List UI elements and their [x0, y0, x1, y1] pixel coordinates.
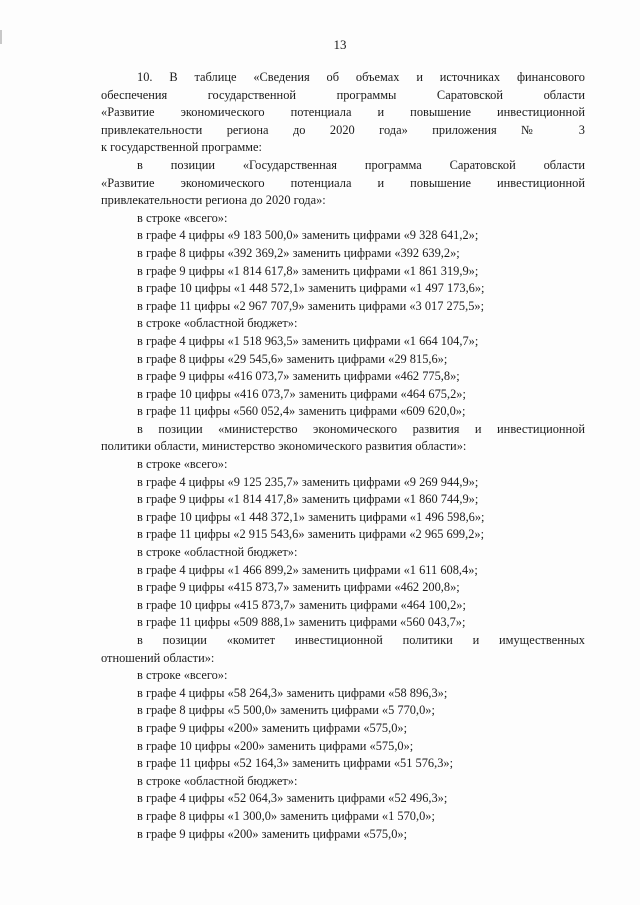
- text-line: в графе 8 цифры «29 545,6» заменить цифрами «29 815,6»;: [137, 351, 448, 366]
- text-line: в графе 11 цифры «2 915 543,6» заменить цифрами «2 965 699,2»;: [137, 527, 485, 542]
- text-line: в графе 8 цифры «1 300,0» заменить цифрами «1 570,0»;: [137, 808, 435, 823]
- text-line: в графе 9 цифры «200» заменить цифрами «575,0»;: [137, 720, 408, 735]
- text-line: в графе 4 цифры «1 518 963,5» заменить цифрами «1 664 104,7»;: [137, 333, 479, 348]
- text-line: «Развитие экономического потенциала и повышение инвестиционной: [101, 175, 585, 190]
- text-line: в строке «всего»:: [137, 457, 228, 472]
- text-line: в графе 9 цифры «1 814 617,8» заменить цифрами «1 861 319,9»;: [137, 263, 479, 278]
- text-line: в графе 10 цифры «1 448 372,1» заменить цифрами «1 496 598,6»;: [137, 509, 485, 524]
- text-line: в строке «всего»:: [137, 210, 228, 225]
- text-line: 10. В таблице «Сведения об объемах и источниках финансового: [137, 70, 585, 84]
- text-line: обеспечения государственной программы Саратовской области: [101, 87, 585, 102]
- text-line: в графе 4 цифры «9 125 235,7» заменить цифрами «9 269 944,9»;: [137, 474, 479, 489]
- text-line: в графе 4 цифры «1 466 899,2» заменить цифрами «1 611 608,4»;: [137, 562, 478, 577]
- text-line: «Развитие экономического потенциала и повышение инвестиционной: [101, 105, 585, 120]
- document-body: [101, 69, 585, 843]
- text-line: в позиции «комитет инвестиционной политики и имущественных: [137, 633, 585, 647]
- text-line: в строке «всего»:: [137, 668, 228, 683]
- text-line: в строке «областной бюджет»:: [137, 316, 298, 331]
- text-line: в графе 11 цифры «2 967 707,9» заменить цифрами «3 017 275,5»;: [137, 298, 485, 313]
- text-line: в графе 9 цифры «415 873,7» заменить цифрами «462 200,8»;: [137, 580, 460, 595]
- text-line: в графе 4 цифры «9 183 500,0» заменить цифрами «9 328 641,2»;: [137, 228, 479, 243]
- text-line: политики области, министерство экономического развития области»:: [101, 439, 467, 454]
- text-line: в графе 9 цифры «416 073,7» заменить цифрами «462 775,8»;: [137, 369, 460, 384]
- text-line: в графе 4 цифры «58 264,3» заменить цифрами «58 896,3»;: [137, 685, 448, 700]
- text-line: в графе 11 цифры «509 888,1» заменить цифрами «560 043,7»;: [137, 615, 466, 630]
- text-line: в графе 10 цифры «200» заменить цифрами «575,0»;: [137, 738, 414, 753]
- text-line: в позиции «Государственная программа Саратовской области: [137, 157, 585, 172]
- text-line: в графе 4 цифры «52 064,3» заменить цифрами «52 496,3»;: [137, 791, 448, 806]
- text-line: в графе 8 цифры «5 500,0» заменить цифрами «5 770,0»;: [137, 703, 435, 718]
- text-line: в графе 11 цифры «52 164,3» заменить цифрами «51 576,3»;: [137, 756, 454, 771]
- text-line: в графе 8 цифры «392 369,2» заменить цифрами «392 639,2»;: [137, 245, 460, 260]
- text-line: в позиции «министерство экономического развития и инвестиционной: [137, 421, 585, 436]
- text-line: привлекательности региона до 2020 года»:: [101, 193, 326, 208]
- text-line: в строке «областной бюджет»:: [137, 773, 298, 788]
- text-line: в строке «областной бюджет»:: [137, 545, 298, 560]
- text-line: в графе 9 цифры «200» заменить цифрами «575,0»;: [137, 826, 408, 841]
- text-line: в графе 9 цифры «1 814 417,8» заменить цифрами «1 860 744,9»;: [137, 492, 479, 507]
- text-line: в графе 10 цифры «416 073,7» заменить цифрами «464 675,2»;: [137, 386, 466, 401]
- page-number: 13: [333, 37, 347, 52]
- text-line: в графе 11 цифры «560 052,4» заменить цифрами «609 620,0»;: [137, 404, 466, 419]
- text-line: к государственной программе:: [101, 140, 262, 155]
- text-line: отношений области»:: [101, 650, 215, 665]
- text-line: привлекательности региона до 2020 года» приложения № 3: [101, 122, 585, 137]
- text-line: в графе 10 цифры «415 873,7» заменить цифрами «464 100,2»;: [137, 597, 466, 612]
- text-line: в графе 10 цифры «1 448 572,1» заменить цифрами «1 497 173,6»;: [137, 281, 485, 296]
